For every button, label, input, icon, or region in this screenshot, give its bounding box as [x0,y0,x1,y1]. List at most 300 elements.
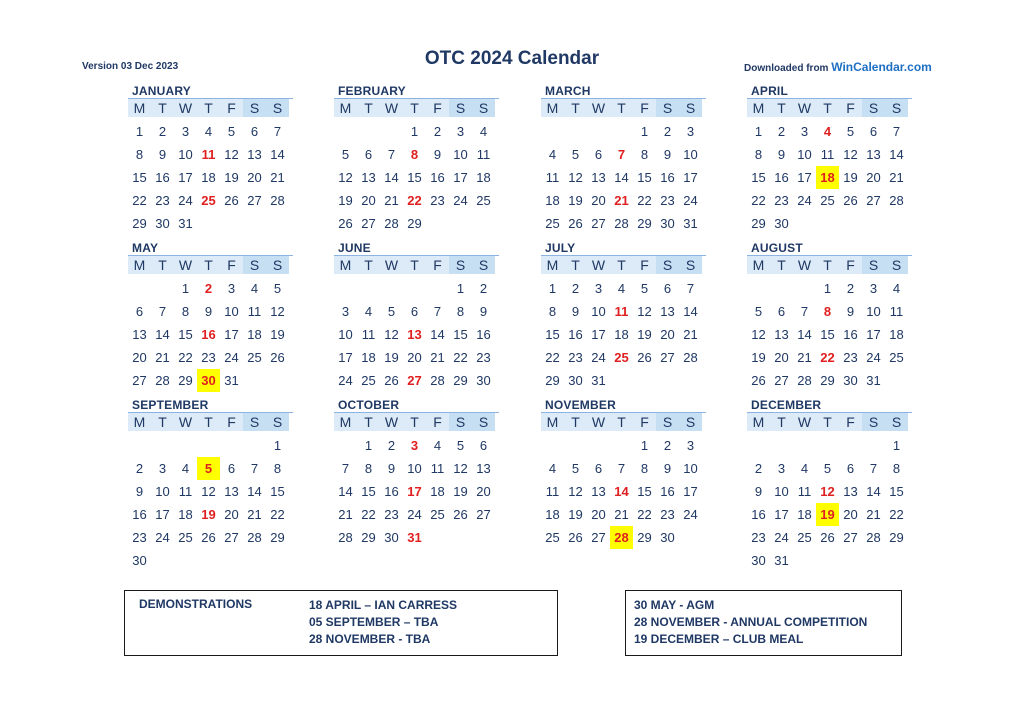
month-name: MARCH [545,84,591,98]
month-july [541,241,706,392]
day-grid [747,434,912,572]
weekday-label: W [174,256,197,274]
day-cell: 3 [594,281,603,296]
day-cell: 1 [410,124,419,139]
day-cell: 8 [548,304,557,319]
weekday-label: T [610,256,633,274]
day-cell: 6 [479,438,488,453]
day-cell: 10 [683,147,698,162]
day-cell: 4 [181,461,190,476]
weekday-label: M [541,99,564,117]
day-cell: 5 [846,124,855,139]
day-cell: 4 [479,124,488,139]
weekday-label: M [128,99,151,117]
day-cell: 25 [797,530,812,545]
weekday-label: S [449,99,472,117]
day-cell: 13 [407,327,422,342]
month-november [541,398,706,549]
day-cell: 20 [224,507,239,522]
day-cell: 18 [545,193,560,208]
day-cell: 17 [774,507,789,522]
day-cell: 30 [660,216,675,231]
weekday-header [541,256,706,274]
day-cell: 30 [751,553,766,568]
day-cell: 12 [820,484,835,499]
empty-cell [587,120,610,143]
day-cell: 12 [568,170,583,185]
day-cell: 31 [683,216,698,231]
month-name: FEBRUARY [338,84,406,98]
day-cell: 28 [338,530,353,545]
weekday-label: T [151,413,174,431]
month-december [747,398,912,572]
day-cell: 21 [797,350,812,365]
day-cell: 27 [407,373,422,388]
day-cell: 7 [800,304,809,319]
day-cell: 16 [132,507,147,522]
day-cell: 16 [660,170,675,185]
day-cell: 2 [204,281,213,296]
day-cell: 15 [407,170,422,185]
day-cell: 13 [591,484,606,499]
day-cell: 1 [754,124,763,139]
day-cell: 28 [155,373,170,388]
day-cell: 29 [361,530,376,545]
day-grid [334,120,499,235]
day-cell: 29 [407,216,422,231]
source-prefix: Downloaded from [744,63,832,74]
day-cell: 5 [273,281,282,296]
day-cell: 23 [751,530,766,545]
day-cell: 6 [227,461,236,476]
day-cell: 13 [361,170,376,185]
day-cell: 7 [617,461,626,476]
weekday-label: S [862,256,885,274]
day-cell: 31 [224,373,239,388]
day-cell: 1 [640,438,649,453]
day-cell: 15 [889,484,904,499]
day-cell: 21 [889,170,904,185]
day-cell: 25 [361,373,376,388]
day-cell: 11 [545,484,560,499]
day-cell: 9 [387,461,396,476]
weekday-label: T [564,256,587,274]
weekday-label: S [266,99,289,117]
day-cell: 19 [751,350,766,365]
weekday-label: T [770,99,793,117]
weekday-label: F [839,256,862,274]
weekday-label: T [403,413,426,431]
weekday-label: T [564,413,587,431]
day-cell: 7 [892,124,901,139]
day-cell: 22 [820,350,835,365]
month-name: JUNE [338,241,371,255]
day-cell: 28 [866,530,881,545]
day-cell: 5 [387,304,396,319]
empty-cell [793,277,816,300]
day-cell: 25 [545,216,560,231]
day-cell: 13 [247,147,262,162]
empty-cell [426,277,449,300]
day-cell: 1 [364,438,373,453]
month-name: APRIL [751,84,788,98]
day-cell: 19 [568,193,583,208]
empty-cell [610,120,633,143]
day-cell: 15 [820,327,835,342]
day-cell: 20 [132,350,147,365]
empty-cell [334,277,357,300]
weekday-header [334,413,499,431]
day-cell: 29 [889,530,904,545]
weekday-header [128,99,293,117]
day-cell: 15 [178,327,193,342]
weekday-label: F [220,413,243,431]
weekday-header [334,256,499,274]
day-cell: 27 [660,350,675,365]
day-grid [541,434,706,549]
day-cell: 30 [155,216,170,231]
day-cell: 12 [384,327,399,342]
day-cell: 25 [889,350,904,365]
month-name: SEPTEMBER [132,398,209,412]
weekday-label: F [633,256,656,274]
day-cell: 1 [823,281,832,296]
day-cell: 6 [364,147,373,162]
day-cell: 20 [591,193,606,208]
day-cell: 13 [660,304,675,319]
day-cell: 8 [640,147,649,162]
day-cell: 27 [361,216,376,231]
day-cell: 16 [774,170,789,185]
weekday-label: F [839,413,862,431]
day-cell: 5 [197,457,220,480]
weekday-label: S [679,99,702,117]
weekday-label: T [357,99,380,117]
demonstrations-list [309,597,457,648]
day-cell: 3 [456,124,465,139]
weekday-header [334,99,499,117]
day-cell: 22 [889,507,904,522]
empty-cell [151,277,174,300]
day-cell: 22 [545,350,560,365]
day-cell: 15 [270,484,285,499]
weekday-label: F [426,99,449,117]
day-cell: 11 [247,304,262,319]
day-cell: 24 [774,530,789,545]
day-cell: 15 [132,170,147,185]
day-cell: 19 [637,327,652,342]
empty-cell [128,277,151,300]
weekday-label: M [747,99,770,117]
empty-cell [243,434,266,457]
day-cell: 27 [774,373,789,388]
day-cell: 17 [155,507,170,522]
day-cell: 17 [453,170,468,185]
month-name: OCTOBER [338,398,400,412]
day-cell: 27 [866,193,881,208]
day-cell: 4 [548,461,557,476]
day-cell: 4 [800,461,809,476]
day-cell: 26 [637,350,652,365]
day-cell: 20 [774,350,789,365]
weekday-label: S [243,99,266,117]
day-cell: 29 [453,373,468,388]
day-cell: 28 [889,193,904,208]
empty-cell [770,434,793,457]
day-cell: 12 [201,484,216,499]
day-grid [128,277,293,392]
day-cell: 5 [823,461,832,476]
day-cell: 22 [178,350,193,365]
weekday-header [128,413,293,431]
day-cell: 8 [754,147,763,162]
day-cell: 27 [843,530,858,545]
day-cell: 20 [591,507,606,522]
day-cell: 8 [273,461,282,476]
weekday-label: S [472,99,495,117]
day-cell: 10 [178,147,193,162]
day-cell: 11 [614,304,629,319]
day-cell: 19 [568,507,583,522]
day-cell: 11 [361,327,376,342]
weekday-label: T [816,413,839,431]
weekday-label: F [839,99,862,117]
day-cell: 12 [568,484,583,499]
day-cell: 23 [568,350,583,365]
empty-cell [541,434,564,457]
day-cell: 27 [591,216,606,231]
day-cell: 11 [820,147,835,162]
weekday-label: F [633,99,656,117]
day-cell: 7 [617,147,626,162]
day-cell: 11 [889,304,904,319]
day-cell: 3 [800,124,809,139]
day-cell: 31 [407,530,422,545]
weekday-label: M [128,413,151,431]
weekday-label: M [541,413,564,431]
day-cell: 24 [407,507,422,522]
weekday-label: T [610,99,633,117]
month-name: AUGUST [751,241,803,255]
day-cell: 6 [594,461,603,476]
day-cell: 18 [201,170,216,185]
empty-cell [357,277,380,300]
day-cell: 20 [407,350,422,365]
day-cell: 10 [591,304,606,319]
day-cell: 2 [387,438,396,453]
empty-cell [564,434,587,457]
empty-cell [380,120,403,143]
day-cell: 25 [201,193,216,208]
day-cell: 16 [155,170,170,185]
day-cell: 20 [843,507,858,522]
day-cell: 6 [594,147,603,162]
day-cell: 10 [774,484,789,499]
day-cell: 27 [476,507,491,522]
day-cell: 12 [843,147,858,162]
day-cell: 16 [568,327,583,342]
weekday-label: W [793,99,816,117]
day-cell: 14 [155,327,170,342]
day-cell: 22 [361,507,376,522]
day-cell: 22 [637,193,652,208]
day-cell: 22 [407,193,422,208]
day-cell: 7 [250,461,259,476]
club-events-list [634,597,867,648]
day-cell: 24 [683,193,698,208]
day-cell: 26 [568,530,583,545]
day-cell: 20 [660,327,675,342]
day-cell: 28 [430,373,445,388]
day-cell: 18 [476,170,491,185]
weekday-label: S [885,256,908,274]
day-cell: 1 [135,124,144,139]
day-cell: 17 [591,327,606,342]
weekday-label: M [747,413,770,431]
empty-cell [334,120,357,143]
day-cell: 4 [364,304,373,319]
day-cell: 29 [545,373,560,388]
club-event-item: 19 DECEMBER – CLUB MEAL [634,632,804,646]
weekday-label: S [656,99,679,117]
day-cell: 3 [869,281,878,296]
month-june [334,241,499,392]
day-cell: 8 [456,304,465,319]
day-cell: 3 [227,281,236,296]
day-cell: 29 [637,216,652,231]
empty-cell [174,434,197,457]
day-cell: 7 [433,304,442,319]
weekday-label: T [816,99,839,117]
day-cell: 29 [270,530,285,545]
month-august [747,241,912,392]
day-cell: 16 [660,484,675,499]
day-cell: 23 [660,193,675,208]
weekday-label: F [220,256,243,274]
day-cell: 25 [476,193,491,208]
day-cell: 1 [892,438,901,453]
day-cell: 3 [686,438,695,453]
demonstration-item: 28 NOVEMBER - TBA [309,632,431,646]
day-cell: 31 [591,373,606,388]
day-cell: 9 [571,304,580,319]
day-cell: 9 [158,147,167,162]
day-cell: 24 [591,350,606,365]
day-cell: 9 [663,461,672,476]
weekday-label: T [197,413,220,431]
weekday-header [747,413,912,431]
day-cell: 4 [250,281,259,296]
day-cell: 26 [201,530,216,545]
day-cell: 26 [224,193,239,208]
day-cell: 2 [663,438,672,453]
weekday-label: M [747,256,770,274]
day-cell: 8 [892,461,901,476]
day-cell: 2 [663,124,672,139]
day-cell: 15 [545,327,560,342]
demonstration-item: 18 APRIL – IAN CARRESS [309,598,458,612]
weekday-label: W [587,99,610,117]
day-cell: 24 [224,350,239,365]
weekday-label: T [151,99,174,117]
weekday-label: T [610,413,633,431]
weekday-label: W [380,413,403,431]
day-cell: 14 [338,484,353,499]
day-cell: 13 [843,484,858,499]
day-cell: 2 [433,124,442,139]
weekday-header [747,99,912,117]
day-cell: 27 [247,193,262,208]
day-cell: 12 [453,461,468,476]
day-cell: 12 [751,327,766,342]
day-cell: 4 [204,124,213,139]
day-cell: 9 [754,484,763,499]
day-cell: 6 [663,281,672,296]
day-cell: 21 [683,327,698,342]
day-cell: 19 [270,327,285,342]
weekday-label: S [472,256,495,274]
empty-cell [793,434,816,457]
day-cell: 30 [774,216,789,231]
day-cell: 4 [433,438,442,453]
weekday-label: S [862,99,885,117]
day-cell: 13 [476,461,491,476]
day-cell: 20 [866,170,881,185]
day-cell: 30 [568,373,583,388]
day-cell: 22 [270,507,285,522]
weekday-label: W [174,99,197,117]
day-cell: 24 [866,350,881,365]
empty-cell [380,277,403,300]
weekday-label: W [587,256,610,274]
month-name: JULY [545,241,576,255]
empty-cell [770,277,793,300]
day-cell: 17 [683,484,698,499]
weekday-label: M [334,256,357,274]
source-link[interactable]: WinCalendar.com [831,60,932,74]
day-cell: 4 [548,147,557,162]
day-cell: 28 [610,526,633,549]
month-february [334,84,499,235]
day-cell: 17 [407,484,422,499]
day-cell: 8 [135,147,144,162]
day-cell: 23 [476,350,491,365]
day-cell: 24 [155,530,170,545]
day-cell: 10 [338,327,353,342]
day-cell: 21 [270,170,285,185]
day-cell: 4 [823,124,832,139]
weekday-label: S [449,413,472,431]
day-cell: 1 [640,124,649,139]
empty-cell [610,434,633,457]
day-cell: 1 [548,281,557,296]
day-cell: 4 [617,281,626,296]
day-cell: 14 [430,327,445,342]
page-title: OTC 2024 Calendar [424,48,600,69]
day-cell: 21 [155,350,170,365]
day-cell: 30 [476,373,491,388]
empty-cell [587,434,610,457]
weekday-label: T [197,99,220,117]
day-cell: 11 [430,461,445,476]
day-cell: 14 [683,304,698,319]
empty-cell [862,434,885,457]
day-cell: 23 [132,530,147,545]
day-cell: 27 [132,373,147,388]
day-cell: 14 [247,484,262,499]
day-cell: 15 [453,327,468,342]
demonstrations-box [124,590,558,656]
